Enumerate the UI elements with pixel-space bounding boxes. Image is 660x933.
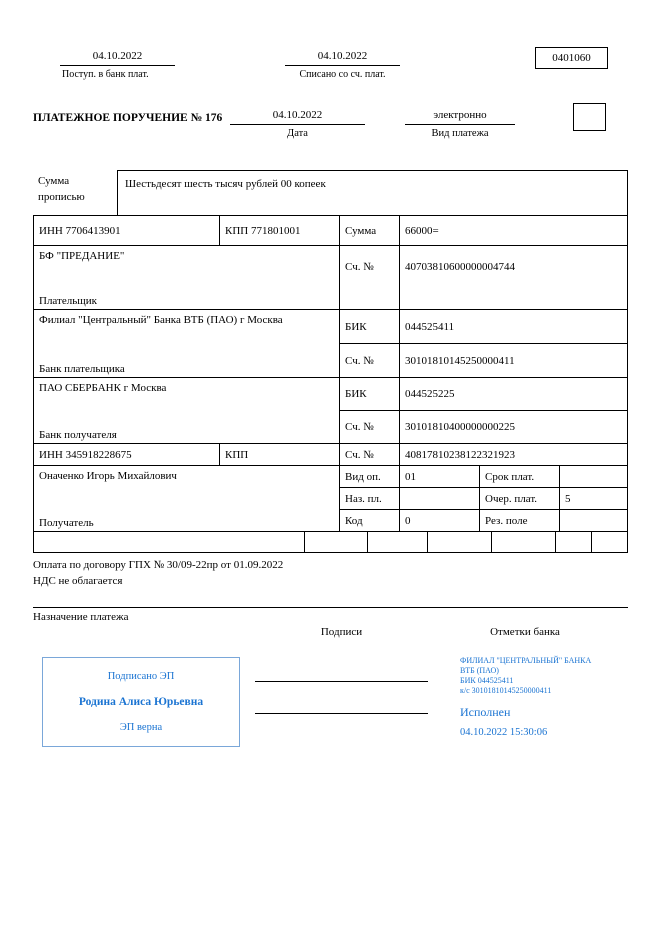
kod-row <box>340 510 628 532</box>
rez-pole-label: Рез. поле <box>480 510 560 532</box>
vid-op-value: 01 <box>400 466 480 488</box>
tax-field-3 <box>368 532 428 553</box>
payment-kind-label: Вид платежа <box>431 128 489 139</box>
srok-plat-value <box>560 466 628 488</box>
debited-from-account-label: Списано со сч. плат. <box>299 69 386 80</box>
tax-field-2 <box>305 532 368 553</box>
payee-bank-bik-label: БИК <box>340 378 400 411</box>
payer-inn: ИНН 7706413901 <box>33 216 220 246</box>
tax-field-7 <box>592 532 628 553</box>
payee-bank-details <box>340 378 628 444</box>
payer-bank-bik: 044525411 <box>400 310 628 344</box>
kod-value: 0 <box>400 510 480 532</box>
payee-row <box>33 466 628 532</box>
e-signature-stamp-line1: Подписано ЭП <box>107 671 175 682</box>
payee-bank-label: Банк получателя <box>39 429 117 441</box>
payment-purpose-text <box>33 557 593 589</box>
payer-account: 40703810600000004744 <box>400 246 628 310</box>
payment-kind: электронно <box>405 109 515 125</box>
tax-field-5 <box>492 532 556 553</box>
e-signature-signer-name: Родина Алиса Юрьевна <box>78 696 204 708</box>
payee-cell <box>33 466 340 532</box>
payer-bank-details <box>340 310 628 378</box>
payer-bank-row <box>33 310 628 378</box>
payee-bank-account-row <box>340 411 628 444</box>
bank-stamp-datetime: 04.10.2022 15:30:06 <box>460 727 548 738</box>
bank-stamp-bank-name: ФИЛИАЛ "ЦЕНТРАЛЬНЫЙ" БАНКА ВТБ (ПАО) <box>460 656 592 675</box>
payer-bank-bik-label: БИК <box>340 310 400 344</box>
srok-plat-label: Срок плат. <box>480 466 560 488</box>
document-title: ПЛАТЕЖНОЕ ПОРУЧЕНИЕ № 176 <box>33 112 223 124</box>
payer-kpp: КПП 771801001 <box>220 216 340 246</box>
payee-account-label: Сч. № <box>340 444 400 466</box>
rez-pole-value <box>560 510 628 532</box>
payment-purpose-line2: НДС не облагается <box>33 575 123 587</box>
signature-line <box>255 681 428 682</box>
payer-bank-account: 30101810145250000411 <box>400 344 628 378</box>
signatures-heading: Подписи <box>320 626 363 638</box>
bank-marks-stamp <box>460 656 630 738</box>
tax-field-1 <box>33 532 305 553</box>
received-in-bank-block <box>60 50 175 80</box>
received-in-bank-label: Поступ. в банк плат. <box>62 69 149 80</box>
naz-pl-row <box>340 488 628 510</box>
bank-stamp-bik: БИК 044525411 <box>460 676 514 685</box>
debited-from-account-block <box>285 50 400 80</box>
e-signature-stamp <box>42 657 240 747</box>
payment-kind-code-box <box>573 103 606 131</box>
payer-bank-account-row <box>340 344 628 378</box>
payee-label: Получатель <box>39 517 94 529</box>
payer-cell <box>33 246 340 310</box>
amount-words-label: Сумма прописью <box>33 170 118 216</box>
naz-pl-value <box>400 488 480 510</box>
payer-inn-row <box>33 216 628 246</box>
payer-bank-label: Банк плательщика <box>39 363 125 375</box>
amount-words-value: Шестьдесят шесть тысяч рублей 00 копеек <box>118 170 628 216</box>
signature-line <box>255 713 428 714</box>
naz-pl-label: Наз. пл. <box>340 488 400 510</box>
ocher-plat-value: 5 <box>560 488 628 510</box>
payee-bank-name: ПАО СБЕРБАНК г Москва <box>39 382 167 394</box>
payee-bank-account: 30101810400000000225 <box>400 411 628 444</box>
payee-account: 40817810238122321923 <box>400 444 628 466</box>
payee-inn-row <box>33 444 628 466</box>
payer-bank-bik-row <box>340 310 628 344</box>
tax-fields-row <box>33 532 628 553</box>
payee-kpp-label: КПП <box>220 444 340 466</box>
bank-stamp-status: Исполнен <box>460 705 511 719</box>
payer-row <box>33 246 628 310</box>
e-signature-stamp-line3: ЭП верна <box>119 722 163 733</box>
form-code-box <box>535 47 608 69</box>
document-date: 04.10.2022 <box>230 109 365 125</box>
bank-marks-heading: Отметки банка <box>490 626 560 638</box>
vid-op-row <box>340 466 628 488</box>
payee-bank-row <box>33 378 628 444</box>
payment-attrs <box>340 466 628 532</box>
vid-op-label: Вид оп. <box>340 466 400 488</box>
amount-label: Сумма <box>340 216 400 246</box>
payee-bank-bik-row <box>340 378 628 411</box>
ocher-plat-label: Очер. плат. <box>480 488 560 510</box>
bank-stamp-corr-account: к/с 30101810145250000411 <box>460 686 552 695</box>
amount-value: 66000= <box>400 216 628 246</box>
payee-inn: ИНН 345918228675 <box>33 444 220 466</box>
payer-label: Плательщик <box>39 295 97 307</box>
received-in-bank-date: 04.10.2022 <box>60 50 175 66</box>
payer-bank-account-label: Сч. № <box>340 344 400 378</box>
tax-field-4 <box>428 532 492 553</box>
amount-words-row <box>33 170 628 216</box>
document-date-block <box>230 109 365 139</box>
payer-account-label: Сч. № <box>340 246 400 310</box>
form-code: 0401060 <box>552 52 591 64</box>
payee-name: Оначенко Игорь Михайлович <box>39 470 177 482</box>
payer-name: БФ "ПРЕДАНИЕ" <box>39 250 125 262</box>
payee-bank-cell <box>33 378 340 444</box>
tax-field-6 <box>556 532 592 553</box>
payee-bank-account-label: Сч. № <box>340 411 400 444</box>
payment-table <box>33 170 628 553</box>
payer-bank-cell <box>33 310 340 378</box>
payer-bank-name: Филиал "Центральный" Банка ВТБ (ПАО) г Москва <box>39 314 283 326</box>
payment-kind-block <box>405 109 515 139</box>
debited-from-account-date: 04.10.2022 <box>285 50 400 66</box>
kod-label: Код <box>340 510 400 532</box>
payee-bank-bik: 044525225 <box>400 378 628 411</box>
payment-purpose-label: Назначение платежа <box>33 607 628 623</box>
payment-purpose-line1: Оплата по договору ГПХ № 30/09-22пр от 01.09.2022 <box>33 559 284 571</box>
document-date-label: Дата <box>287 128 308 139</box>
